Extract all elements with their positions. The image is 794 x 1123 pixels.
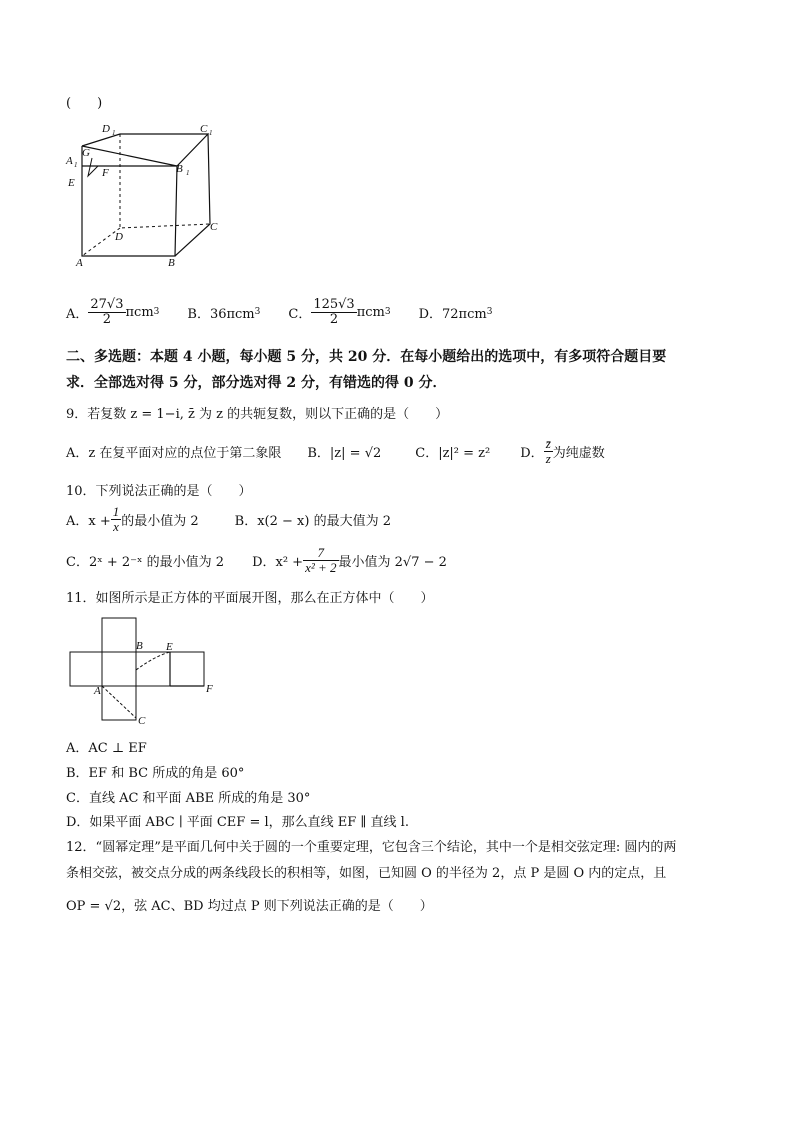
q10-stem: 10．下列说法正确的是（ ） (66, 484, 252, 499)
cube-hidden-edges (120, 134, 210, 228)
option-c-fraction: $\frac{125√3}{2}$ (313, 296, 355, 327)
q10-options-ab: A．x + $\frac{1}{x}$ 的最小值为 2 B．x(2 − x) 的最大值为 2 (66, 503, 391, 534)
label-B1: B (176, 163, 183, 175)
label-G: G (82, 147, 90, 159)
net-label-B: B (136, 640, 143, 652)
label-A1: A (66, 155, 73, 167)
label-B: B (168, 257, 175, 269)
svg-text:1: 1 (209, 129, 213, 137)
section2-line2: 求．全部选对得 5 分，部分选对得 2 分，有错选的得 0 分． (66, 375, 447, 391)
net-label-C: C (138, 715, 146, 727)
q9-stem: 9．若复数 z = 1−i, z̄ 为 z 的共轭复数，则以下正确的是（ ） (66, 407, 449, 422)
q11-option-b: B．EF 和 BC 所成的角是 60° (66, 766, 245, 781)
cube-figure (60, 118, 230, 270)
net-label-F: F (206, 683, 213, 695)
net-label-E: E (166, 641, 173, 653)
net-label-A: A (94, 685, 101, 697)
q12-line2: 条相交弦，被交点分成的两条线段长的积相等，如图，已知圆 O 的半径为 2，点 P 是圆 O 内的定点，且 (66, 866, 667, 881)
section2-line1: 二、多选题：本题 4 小题，每小题 5 分，共 20 分．在每小题给出的选项中，有多项符合题目要 (66, 349, 667, 365)
label-E: E (68, 177, 75, 189)
svg-text:1: 1 (112, 129, 116, 137)
q10-options-cd: C．2ˣ + 2⁻ˣ 的最小值为 2 D．x² + $\frac{7}{\text{x² + 2}}$ 最小值为 2√7 − 2 (66, 544, 447, 575)
q12-line1: 12．“圆幂定理”是平面几何中关于圆的一个重要定理，它包含三个结论，其中一个是相交弦定理: 圆内的两 (66, 840, 677, 855)
label-D1: D (102, 123, 110, 135)
label-C1: C (200, 123, 208, 135)
svg-text:1: 1 (74, 161, 78, 169)
q11-option-a: A．AC ⊥ EF (66, 741, 147, 756)
answer-paren: ( ) (66, 96, 103, 111)
label-F: F (102, 167, 109, 179)
svg-text:1: 1 (186, 169, 190, 177)
q11-option-d: D．如果平面 ABC ∣ 平面 CEF = l，那么直线 EF ∥ 直线 l. (66, 815, 409, 830)
q9-options: A．z 在复平面对应的点位于第二象限 B．|z| = √2 C．|z|² = z² D． $\frac{z̄}{z}$ 为纯虚数 (66, 435, 605, 466)
label-A: A (76, 257, 83, 269)
option-a-fraction: $\frac{27√3}{2}$ (90, 296, 124, 327)
q11-option-c: C．直线 AC 和平面 ABE 所成的角是 30° (66, 791, 311, 806)
q11-stem: 11．如图所示是正方体的平面展开图，那么在正方体中（ ） (66, 591, 434, 606)
cube-net-figure (60, 612, 230, 730)
q12-line3: OP = √2，弦 AC、BD 均过点 P 则下列说法正确的是（ ） (66, 899, 433, 914)
label-D: D (115, 231, 123, 243)
q8-options: A． $\frac{27√3}{2}$ πcm 3 B．36πcm 3 C． $\frac{125√3}{2}$ πcm 3 D．72πcm 3 (66, 296, 493, 327)
label-C: C (210, 221, 218, 233)
cube-right-edges (175, 134, 210, 256)
